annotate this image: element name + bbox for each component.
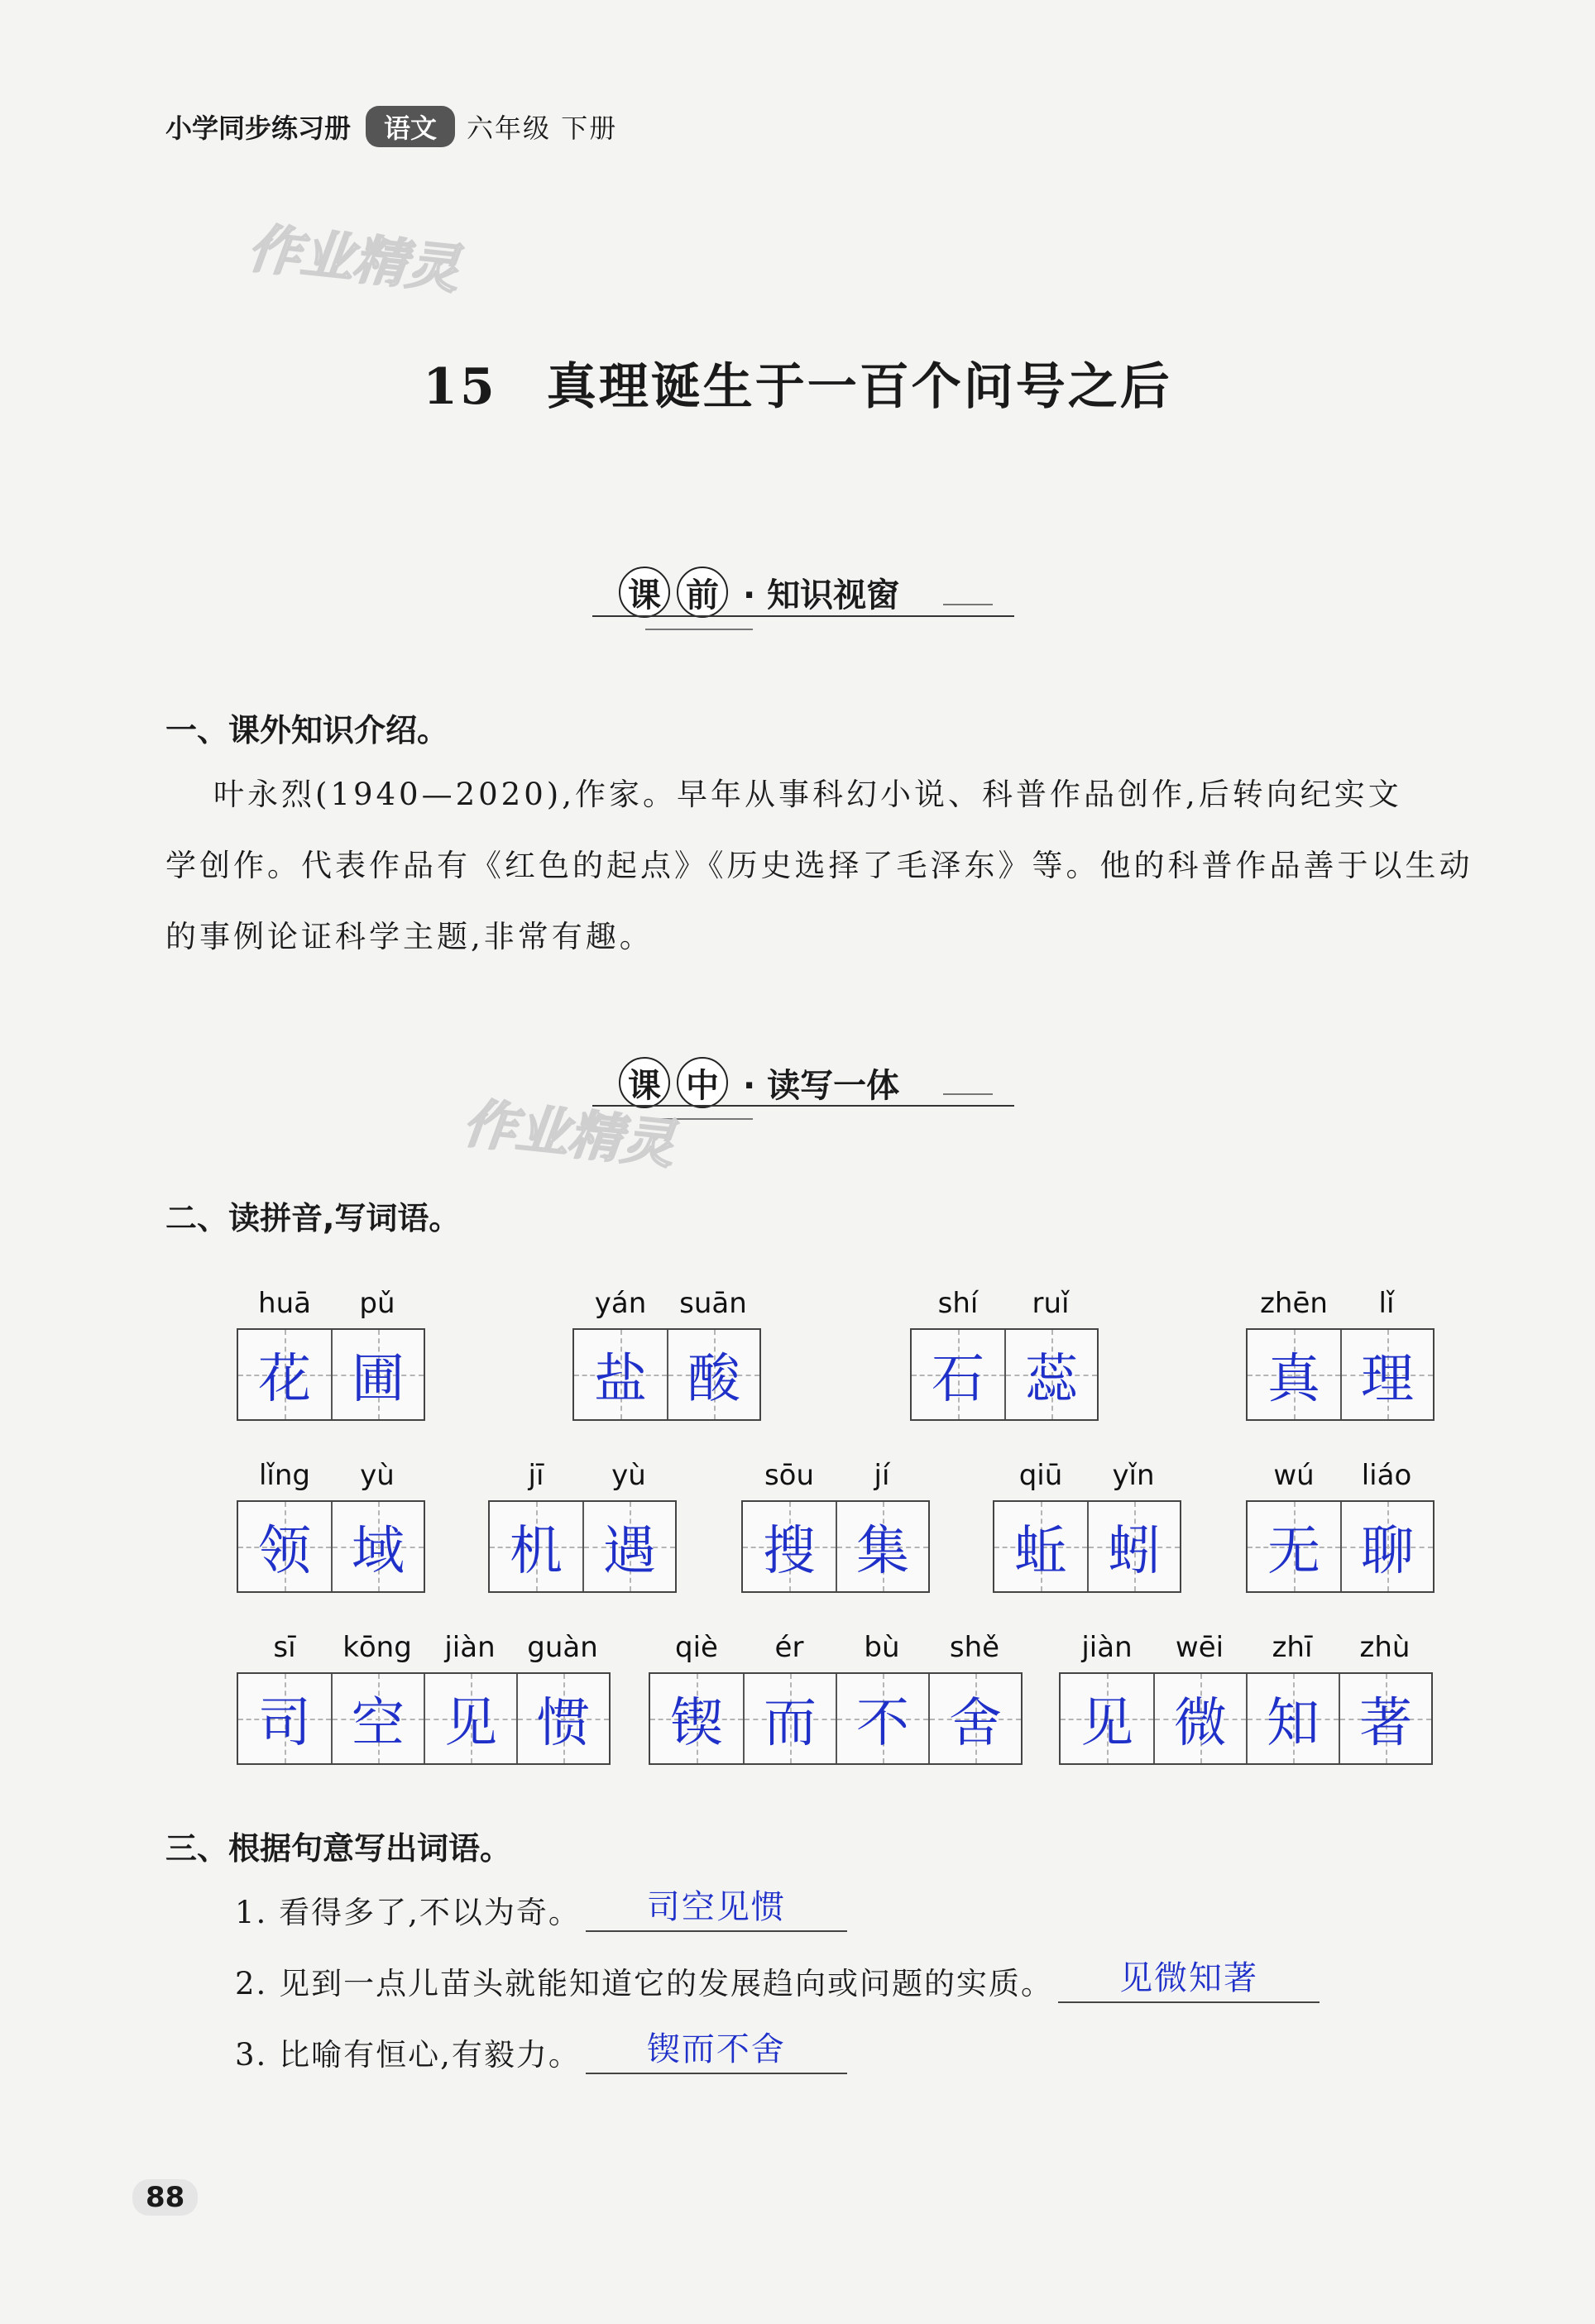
character-cell[interactable]	[574, 1330, 667, 1419]
tian-grid-box	[993, 1500, 1181, 1593]
banner-scroll-line	[592, 615, 1014, 617]
written-character: 锲	[670, 1693, 723, 1754]
character-cell[interactable]	[238, 1502, 331, 1591]
character-cell[interactable]	[238, 1330, 331, 1419]
pinyin-label: qiū	[1018, 1459, 1063, 1492]
written-character: 见	[444, 1693, 497, 1754]
written-character: 而	[764, 1693, 817, 1754]
tian-grid-box	[1059, 1672, 1433, 1765]
character-cell[interactable]	[1340, 1502, 1433, 1591]
character-cell[interactable]	[331, 1330, 424, 1419]
answer-blank[interactable]: 锲而不舍	[586, 2030, 847, 2074]
character-cell[interactable]	[1248, 1330, 1340, 1419]
answer-blank[interactable]: 司空见惯	[586, 1887, 847, 1932]
question-1-heading: 一、课外知识介绍。	[165, 712, 449, 748]
banner-char: 中	[677, 1057, 728, 1108]
written-character: 蚯	[1014, 1521, 1067, 1582]
written-character: 微	[1174, 1693, 1227, 1754]
pinyin-label: wú	[1273, 1459, 1315, 1492]
character-cell[interactable]	[1339, 1674, 1431, 1763]
written-character: 领	[258, 1521, 311, 1582]
written-character: 遇	[603, 1521, 656, 1582]
tian-grid-box	[237, 1328, 425, 1421]
lesson-name: 真理诞生于一百个问号之后	[546, 358, 1172, 416]
pinyin-label: shě	[949, 1631, 1000, 1664]
written-character: 聊	[1361, 1521, 1414, 1582]
written-character: 真	[1267, 1349, 1320, 1410]
written-character: 石	[932, 1349, 984, 1410]
pinyin-label: qiè	[675, 1631, 718, 1664]
character-cell[interactable]	[912, 1330, 1004, 1419]
written-character: 花	[258, 1349, 311, 1410]
pinyin-label: ruǐ	[1032, 1287, 1070, 1320]
pinyin-label: bù	[864, 1631, 900, 1664]
pinyin-label: liáo	[1361, 1459, 1412, 1492]
written-character: 空	[352, 1693, 405, 1754]
written-character: 域	[352, 1521, 405, 1582]
pinyin-label: lǐ	[1378, 1287, 1395, 1320]
written-character: 圃	[352, 1349, 405, 1410]
character-cell[interactable]	[1004, 1330, 1097, 1419]
written-character: 司	[258, 1693, 311, 1754]
lesson-title	[0, 347, 1595, 418]
character-cell[interactable]	[331, 1502, 424, 1591]
written-character: 酸	[687, 1349, 740, 1410]
fill-item-text: 2. 见到一点儿苗头就能知道它的发展趋向或问题的实质。	[235, 1966, 1054, 2001]
written-character: 理	[1361, 1349, 1414, 1410]
question-2-heading: 二、读拼音,写词语。	[165, 1200, 461, 1236]
tian-grid-box	[237, 1672, 611, 1765]
fill-item-text: 3. 比喻有恒心,有毅力。	[235, 2037, 581, 2073]
written-character: 蕊	[1025, 1349, 1078, 1410]
pinyin-label: pǔ	[359, 1287, 395, 1320]
pinyin-label: sī	[273, 1631, 296, 1664]
pinyin-label: jiàn	[444, 1631, 496, 1664]
lesson-number: 15	[423, 358, 497, 416]
running-header	[165, 106, 617, 147]
written-character: 无	[1267, 1521, 1320, 1582]
pinyin-label: guàn	[527, 1631, 598, 1664]
paragraph-line: 叶永烈(1940—2020),作家。早年从事科幻小说、科普作品创作,后转向纪实文	[213, 777, 1402, 812]
fill-item-text: 1. 看得多了,不以为奇。	[235, 1895, 581, 1930]
character-cell[interactable]	[1248, 1502, 1340, 1591]
written-character: 不	[856, 1693, 909, 1754]
banner-label: · 知识视窗	[743, 576, 900, 614]
pinyin-label: wēi	[1175, 1631, 1224, 1664]
tian-grid-box	[741, 1500, 930, 1593]
written-character: 惯	[537, 1693, 590, 1754]
tian-grid-box	[649, 1672, 1023, 1765]
subject-badge: 语文	[366, 106, 455, 147]
character-cell[interactable]	[1246, 1674, 1339, 1763]
written-character: 舍	[949, 1693, 1002, 1754]
written-character: 见	[1080, 1693, 1133, 1754]
character-cell[interactable]	[650, 1674, 743, 1763]
tian-grid-box	[1246, 1500, 1435, 1593]
written-character: 蚓	[1108, 1521, 1161, 1582]
written-character: 机	[510, 1521, 563, 1582]
pinyin-label: zhī	[1272, 1631, 1313, 1664]
character-cell[interactable]	[836, 1674, 928, 1763]
pinyin-label: yù	[611, 1459, 646, 1492]
banner-char: 课	[619, 567, 670, 618]
written-character: 搜	[763, 1521, 816, 1582]
character-cell[interactable]	[667, 1330, 759, 1419]
tian-grid-box	[488, 1500, 677, 1593]
character-cell[interactable]	[516, 1674, 609, 1763]
character-cell[interactable]	[743, 1502, 836, 1591]
paragraph-line: 学创作。代表作品有《红色的起点》《历史选择了毛泽东》等。他的科普作品善于以生动	[165, 848, 1473, 883]
pinyin-label: zhēn	[1260, 1287, 1328, 1320]
pinyin-label: yǐn	[1112, 1459, 1155, 1492]
character-cell[interactable]	[994, 1502, 1087, 1591]
banner-char: 前	[677, 567, 728, 618]
character-cell[interactable]	[424, 1674, 516, 1763]
character-cell[interactable]	[582, 1502, 675, 1591]
banner-scroll-line	[645, 629, 753, 630]
question-3-heading: 三、根据句意写出词语。	[165, 1830, 512, 1867]
character-cell[interactable]	[836, 1502, 928, 1591]
written-character: 著	[1359, 1693, 1412, 1754]
character-cell[interactable]	[1340, 1330, 1433, 1419]
watermark: 作业精灵	[460, 1093, 678, 1177]
section-banner-before-class	[619, 567, 899, 618]
banner-label: · 读写一体	[743, 1066, 900, 1105]
banner-char: 课	[619, 1057, 670, 1108]
tian-grid-box	[1246, 1328, 1435, 1421]
banner-scroll-line	[943, 604, 993, 605]
fill-item	[235, 2030, 847, 2074]
pinyin-label: jī	[528, 1459, 544, 1492]
pinyin-label: yù	[360, 1459, 395, 1492]
character-cell[interactable]	[331, 1674, 424, 1763]
paragraph-line: 的事例论证科学主题,非常有趣。	[165, 919, 654, 954]
character-cell[interactable]	[490, 1502, 582, 1591]
page-number: 88	[132, 2179, 198, 2216]
fill-item	[235, 1887, 847, 1932]
pinyin-label: jiàn	[1081, 1631, 1133, 1664]
book-series: 小学同步练习册	[165, 112, 352, 144]
written-character: 知	[1267, 1693, 1320, 1754]
pinyin-label: yán	[594, 1287, 647, 1320]
pinyin-label: jí	[874, 1459, 890, 1492]
answer-blank[interactable]: 见微知著	[1058, 1958, 1320, 2003]
written-character: 盐	[594, 1349, 647, 1410]
pinyin-label: zhù	[1359, 1631, 1411, 1664]
pinyin-label: shí	[937, 1287, 979, 1320]
pinyin-label: kōng	[342, 1631, 412, 1664]
pinyin-label: sōu	[764, 1459, 815, 1492]
tian-grid-box	[237, 1500, 425, 1593]
character-cell[interactable]	[1153, 1674, 1246, 1763]
written-character: 集	[856, 1521, 909, 1582]
pinyin-label: ér	[774, 1631, 804, 1664]
character-cell[interactable]	[928, 1674, 1021, 1763]
pinyin-label: suān	[679, 1287, 747, 1320]
pinyin-label: lǐng	[258, 1459, 311, 1492]
fill-item	[235, 1958, 1320, 2003]
pinyin-label: huā	[258, 1287, 311, 1320]
grade-label: 六年级 下册	[467, 112, 618, 144]
character-cell[interactable]	[1087, 1502, 1180, 1591]
character-cell[interactable]	[1061, 1674, 1153, 1763]
character-cell[interactable]	[743, 1674, 836, 1763]
character-cell[interactable]	[238, 1674, 331, 1763]
banner-scroll-line	[943, 1093, 993, 1095]
tian-grid-box	[572, 1328, 761, 1421]
watermark: 作业精灵	[245, 218, 462, 302]
tian-grid-box	[910, 1328, 1099, 1421]
